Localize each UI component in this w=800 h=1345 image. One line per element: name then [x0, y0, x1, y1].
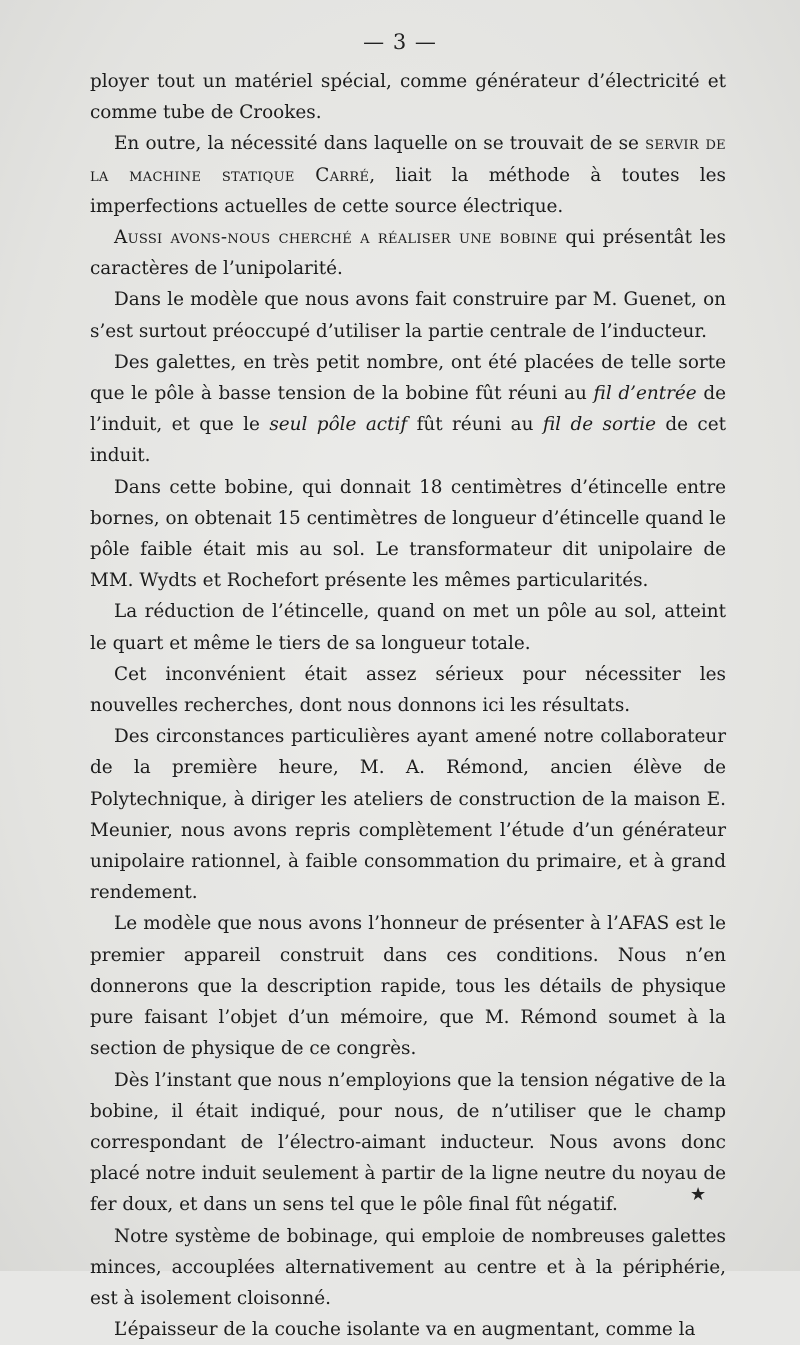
paragraph-text: Dès l’instant que nous n’employions que la tension négative de la bobine, il était indiqué, pour nous, de n’utiliser que le champ correspondant de l’électro-aimant inducteur. Nous avons donc placé notre induit seulement à partir de la ligne neutre du noyau de fer doux, et dans un sens tel que le pôle final fût négatif.	[90, 1069, 726, 1216]
paragraph-text: Des circonstances particulières ayant amené notre collaborateur de la première heure, M. A. Rémond, ancien élève de Polytechnique, à diriger les ateliers de construction de la maison E. Meunier, nous avons repris complètement l’étude d’un générateur unipolaire rationnel, à faible consommation du primaire, et à grand rendement.	[90, 726, 726, 904]
paragraph	[90, 659, 726, 721]
small-caps-phrase: Aussi avons-nous cherché a réaliser une bobine	[114, 227, 558, 249]
paragraph	[90, 284, 726, 346]
paragraph	[90, 1221, 726, 1315]
paragraph-text: L’épaisseur de la couche isolante va en augmentant, comme la	[114, 1319, 696, 1341]
paragraph-text: , liait la méthode à toutes les imperfections actuelles de cette source électrique.	[90, 164, 726, 217]
paragraph	[90, 472, 726, 597]
paragraph	[90, 1314, 726, 1345]
italic-phrase: fil de sortie	[542, 414, 656, 436]
paragraph-text: fût réuni au	[407, 414, 543, 436]
body-text	[90, 66, 726, 1345]
paragraph-text: Des galettes, en très petit nombre, ont été placées de telle sorte que le pôle à basse tension de la bobine fût réuni au	[90, 351, 726, 405]
signature-mark: ★	[690, 1184, 707, 1205]
paragraph	[90, 908, 726, 1064]
paragraph	[90, 596, 726, 658]
paragraph	[90, 128, 726, 222]
paragraph-text: Le modèle que nous avons l’honneur de présenter à l’AFAS est le premier appareil construit dans ces conditions. Nous n’en donnerons que la description rapide, tous les détails de physique pure faisant l’objet d’un mémoire, que M. Rémond soumet à la section de physique de ce congrès.	[90, 913, 726, 1060]
page-number: — 3 —	[363, 30, 437, 54]
small-caps-phrase: servir de la machine statique Carré	[90, 133, 726, 186]
paragraph-text: qui présentât les caractères de l’unipolarité.	[90, 227, 726, 280]
italic-phrase: seul pôle actif	[269, 414, 408, 436]
paragraph-text: Dans le modèle que nous avons fait construire par M. Guenet, on s’est surtout préoccupé d’utiliser la partie centrale de l’inducteur.	[90, 289, 726, 342]
paragraph	[90, 1065, 726, 1221]
paragraph-text: Notre système de bobinage, qui emploie de nombreuses galettes minces, accouplées alternativement au centre et à la périphérie, est à isolement cloisonné.	[90, 1225, 726, 1309]
paragraph-text: de cet induit.	[90, 414, 727, 467]
paragraph-text: de l’induit, et que le	[90, 383, 726, 436]
italic-phrase: fil d’entrée	[593, 383, 697, 405]
paragraph-text: En outre, la nécessité dans laquelle on se trouvait de se	[114, 133, 646, 155]
paragraph-text: ployer tout un matériel spécial, comme générateur d’électricité et comme tube de Crookes.	[90, 71, 726, 124]
paragraph	[90, 347, 726, 472]
paragraph-text: Cet inconvénient était assez sérieux pour nécessiter les nouvelles recherches, dont nous donnons ici les résultats.	[90, 663, 726, 717]
paragraph	[90, 222, 726, 284]
paragraph	[90, 721, 726, 908]
paragraph	[90, 66, 726, 128]
paragraph-text: Dans cette bobine, qui donnait 18 centimètres d’étincelle entre bornes, on obtenait 15 centimètres de longueur d’étincelle quand le pôle faible était mis au sol. Le transformateur dit unipolaire de MM. Wydts et Rochefort présente les mêmes particularités.	[90, 476, 726, 592]
paragraph-text: La réduction de l’étincelle, quand on met un pôle au sol, atteint le quart et même le tiers de sa longueur totale.	[90, 601, 726, 654]
